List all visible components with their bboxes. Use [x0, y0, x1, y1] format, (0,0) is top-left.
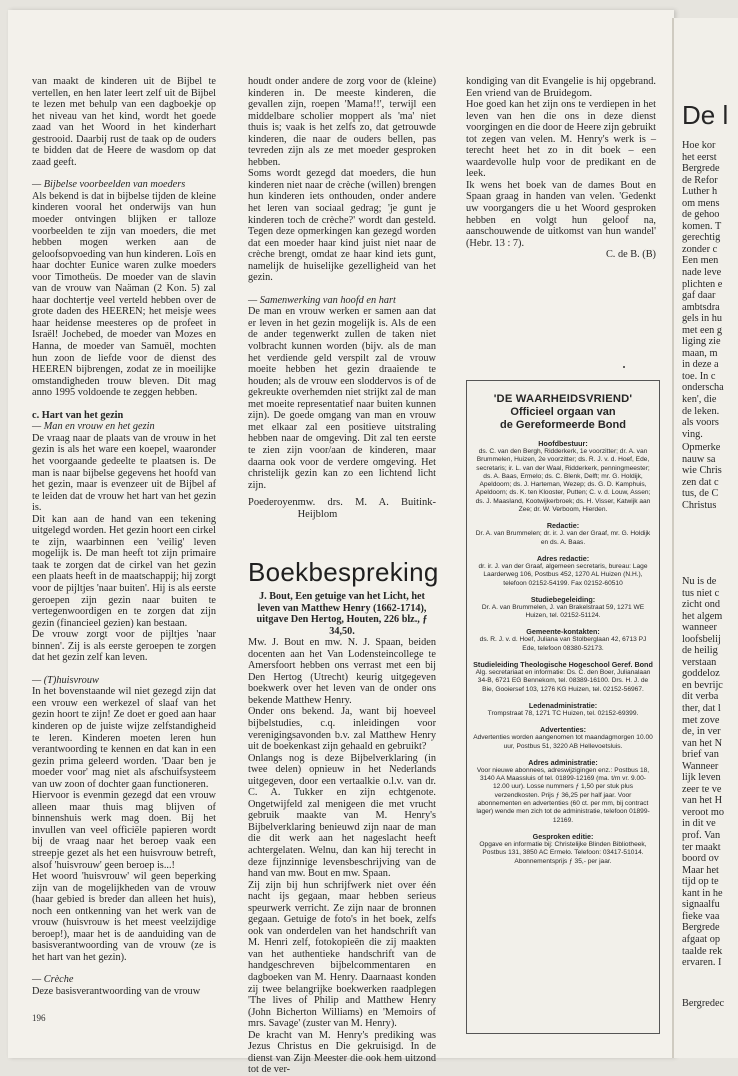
next-page-line: in dit ve [682, 818, 716, 830]
colophon-section [467, 832, 659, 866]
next-page-line: afgaat op [682, 933, 721, 945]
paragraph: Hoe goed kan het zijn ons te verdiepen in het leven van hen die ons in deze dienst voorgingen en die door de Heere zijn gebruikt tot zegen van velen. M. Henry's werk is – terecht heet het zo in dit boek – een waardevolle hulp voor de predikant en de leek. [466, 99, 656, 180]
colophon-section-text: Dr. A. van Brummelen, J. van Brakelstraat 59, 1271 WE Huizen, tel. 02152-51124. [481, 603, 645, 620]
paragraph: houdt onder andere de zorg voor de (kleine) kinderen in. De meeste kinderen, die gevallen zijn, roepen 'Mama!!', terwijl een middelbare scholier moppert als 'ma' niet thuis is; vaak is het zelfs zo, dat getrouwde kinderen, die naar de ouders bellen, pas tevreden zijn als ze met moeder gesproken hebben. [248, 76, 436, 168]
next-page-line: in deze a [682, 359, 719, 371]
next-page-line: om mens [682, 197, 720, 209]
next-page-line: wie Chris [682, 465, 722, 477]
subheading: — Bijbelse voorbeelden van moeders [32, 179, 186, 191]
colophon-section [467, 725, 659, 751]
column-middle [248, 76, 439, 1076]
colophon-subtitle-2: de Gereformeerde Bond [500, 419, 626, 431]
paragraph: De man en vrouw werken er samen aan dat er leven in het gezin mogelijk is. Als de een de ander tegenwerkt zullen de taken niet volbracht kunnen worden (bijv. als de man het verdiende geld verspilt zal de vrouw moeite hebben het gezin draaiende te houden; als de vrouw een sloddervos is of de gekreukte overhemden niet strijkt zal de man met moeite representatief naar buiten kunnen zijn). De goede omgang van man en vrouw met elkaar zal een positieve uitstraling hebben naar de omgeving. Dit zal ten eerste te zien zijn voor/aan de kinderen, maar daarna ook voor de verdere omgeving. Het christelijk gezin kan zo een lichtend licht zijn. [248, 306, 436, 491]
page-number: 196 [32, 1013, 46, 1023]
next-page-line: Nu is de [682, 576, 717, 587]
book-review-heading: Boekbespreking [248, 557, 439, 588]
colophon-section-text: Trompstraat 78, 1271 TC Huizen, tel. 02152-69399. [487, 709, 639, 717]
next-page-line: nauw sa [682, 453, 716, 465]
colophon-section [467, 439, 659, 514]
spacer [32, 168, 216, 179]
next-page-text-b [682, 442, 722, 511]
signature: C. de B. (B) [605, 249, 656, 261]
next-page-line: toe. In c [682, 370, 716, 382]
colophon-section-text: Alg. secretariaat en informatie: Ds. C. den Boer, Julianalaan 34-B, 6721 EG Bennekom, tel. 08389-16100. Drs. H. J. de Bie, Gooiersef 103, 1276 KG Huizen, tel. 02152-56967. [475, 669, 651, 693]
paragraph: van maakt de kinderen uit de Bijbel te vertellen, en hen later leert zelf uit de Bijbel te lezen met behulp van een dagboekje op het niveau van het kind, wordt het goede zaad van het Woord in het kinderhart gestrooid. Daarbij rust de taak op de ouders te bidden dat de Heere de wasdom op dat zaad geeft. [32, 76, 216, 168]
next-page-line: met zove [682, 714, 720, 726]
paragraph: De vrouw zorgt voor de pijltjes 'naar binnen'. Zij is als eerste geroepen te zorgen dat het gezin zelf kan leven. [32, 629, 216, 664]
next-page-line: Bergrede [682, 922, 720, 934]
next-page-line: ambtsdra [682, 301, 720, 313]
author-name: mw. drs. M. A. Buitink-Heijblom [297, 497, 436, 521]
next-page-line: de gehoo [682, 209, 720, 221]
next-page-line: maan, m [682, 347, 718, 359]
next-page-line: onderscha [682, 382, 724, 394]
next-page-line: de leken. [682, 405, 720, 417]
next-page-line: de, in ver [682, 726, 721, 738]
colophon-section [467, 521, 659, 547]
next-page-line: wanneer [682, 622, 717, 634]
next-page-line: van het N [682, 737, 723, 749]
subheading: — Crèche [32, 974, 74, 986]
colophon-section-head: Gesproken editie: [532, 831, 594, 841]
next-page-line: Luther h [682, 186, 718, 198]
next-page-line: het eerst [682, 151, 717, 163]
spacer [248, 284, 436, 295]
next-page-line: Wanneer [682, 760, 719, 772]
next-page-line: lijk leven [682, 772, 721, 784]
paragraph: Het woord 'huisvrouw' wil geen beperking zijn van de mogelijkheden van de vrouw (haar gebied is breder dan alleen het huis), noch een ontkenning van het werk van de vrouw (huisvrouw is het meest veelzijdige beroep!), maar het is de aanduiding van de basisverantwoording van de vrouw (ze is het hart van het gezin). [32, 871, 216, 963]
next-page-line: Een men [682, 255, 719, 267]
paragraph: Deze basisverantwoording van de vrouw [32, 986, 201, 998]
next-page-line: liging zie [682, 336, 721, 348]
colophon-section [467, 595, 659, 621]
colophon-section [467, 627, 659, 653]
colophon-section-text: Advertenties worden aangenomen tot maandagmorgen 10.00 uur, Postbus 51, 3220 AB Hellevoetsluis. [473, 734, 653, 750]
colophon-section [467, 660, 659, 694]
next-page-line: nade leve [682, 267, 722, 279]
colophon-section-text: Dr. A. van Brummelen; dr. ir. J. van der Graaf, mr. G. Holdijk en ds. A. Baas. [475, 530, 651, 546]
next-page-line: het algem [682, 610, 723, 622]
colophon-section-head: Hoofdbestuur: [538, 439, 588, 448]
next-page-line: loofsbelij [682, 633, 721, 645]
review-paragraph: De kracht van M. Henry's prediking was Jezus Christus en Die gekruisigd. In de dienst van Zijn Meester die ook hem uitzond tot de ver- [248, 1029, 436, 1076]
paragraph: Ik wens het boek van de dames Bout en Spaan graag in handen van velen. 'Gedenkt uw voorgangers die u het Woord gesproken hebben en volgt hun geloof na, aanschouwende de uitkomst van hun wandel' (Hebr. 13 : 7). [466, 179, 656, 249]
colophon-section-head: Ledenadministratie: [528, 700, 598, 710]
colophon-section-text: Voor nieuwe abonnees, adreswijzigingen enz.: Postbus 18, 3140 AA Maassluis of tel. 01899-12169 (ma. t/m vr. 9.00-12.00 uur). Losse nummers ƒ 1,50 per stuk plus verzendkosten. Prijs ƒ 36,25 per half jaar. Voor abonnementen en advertenties (60 ct. per mm, bij contract lager) wende men zich tot de administratie, telefoon 01899-12169. [476, 766, 650, 824]
colophon-subtitle-1: Officieel orgaan van [510, 406, 616, 418]
review-paragraph: Onlangs nog is deze Bijbelverklaring (in twee delen) opnieuw in het Nederlands uitgegeven, door een vertaalkie o.l.v. van dr. C. A. Tukker en zijn echtgenote. Ongetwijfeld zal menigeen die met vrucht gebruik maakte van M. Henry's Bijbelverklaring benieuwd zijn naar de man die dit werk aan het nageslacht heeft achtergelaten. Welnu, dan kan hij terecht in deze fijnzinnige levensbeschrijving van de hand van mw. Bout en mw. Spaan. [248, 752, 436, 880]
next-page-line: ervaren. I [682, 957, 722, 969]
column-right [466, 76, 656, 261]
next-page-line: tus, de C [682, 488, 719, 500]
next-page-heading: De l [682, 100, 729, 130]
next-page-line: gerechtig [682, 232, 721, 244]
next-page-line: boord ov [682, 853, 719, 865]
subheading: — (T)huisvrouw [32, 674, 99, 686]
colophon-section-head: Advertenties: [540, 725, 586, 735]
colophon-section-head: Adres redactie: [536, 553, 590, 563]
next-page-line: Bergrede [682, 163, 720, 175]
next-page-line: kant in he [682, 887, 723, 899]
paragraph: Als bekend is dat in bijbelse tijden de kleine kinderen vooral het onderwijs van hun moeder ontvingen blijken er talloze voorbeelden te zijn van moeders, die met hebben mogen werken aan de geloofsopvoeding van hun kinderen. Loïs en haar dochter Eunice waren zulke moeders voor Timotheüs. De moeder van de slavin van de vrouw van Naäman (2 Kon. 5) zal haar dochtertje veel verteld hebben over de grote daden des HEEREN; het meisje wees haar heidense meesteres op de profeet in Israël! Jochebed, de moeder van Mozes en Hanna, de moeder van Samuël, mochten hun zoon de liefde voor de dienst des HEEREN bijbrengen, zodat ze in moeilijke omstandigheden trouw bleven. Dit mag anno 1995 voldoende te zeggen hebben. [32, 190, 216, 399]
next-page-line: Maar het [682, 864, 719, 876]
colophon-section [467, 554, 659, 588]
next-page-line: de heilig [682, 645, 718, 657]
subheading: — Samenwerking van hoofd en hart [248, 294, 396, 306]
paragraph: In het bovenstaande wil niet gezegd zijn dat een vrouw een werkezel of slaaf van het gezin hoort te zijn! Ze doet er goed aan haar kinderen op de juiste wijze zelfstandigheid te leren. Kinderen moeten leren hun verantwoording te kennen en dat kan in een gezin prima geleerd worden. 'Daar ben je moeder voor' mag niet als afschuifsysteem van uw zoon of dochter gaan functioneren. [32, 686, 216, 790]
next-page-line: gaf daar [682, 290, 716, 302]
spacer [32, 399, 216, 410]
next-page-line: signaalfu [682, 899, 720, 911]
next-page-line: ving. [682, 428, 703, 440]
next-page-line: brief van [682, 749, 719, 761]
colophon-section-text: dr. ir. J. van der Graaf, algemeen secretaris, bureau: Lage Laarderweg 106, Postbus 452, 1270 AL Huizen (N.H.), telefoon 02152-54199. Fax 02152-60510 [478, 562, 648, 587]
colophon-section-head: Adres administratie: [528, 757, 598, 767]
next-page-line: goddeloz [682, 668, 720, 680]
next-page-line: verstaan [682, 656, 717, 668]
next-page-line: komen. T [682, 220, 722, 232]
next-page-text-a [682, 140, 724, 440]
spacer [32, 664, 216, 675]
colophon-sections [467, 439, 659, 866]
paragraph: Hiervoor is evenmin gezegd dat een vrouw alleen maar thuis mag blijven of binnenshuis werk mag doen. Bij het invullen van veel officiële papieren wordt bij de vraag naar het beroep vaak een streepje gezet als het een huisvrouw betreft, alsof 'huisvrouw' geen beroep is...! [32, 790, 216, 871]
review-paragraph: Mw. J. Bout en mw. N. J. Spaan, beiden docenten aan het Van Lodensteincollege te Amersfoort hebben ons verrast met een bij Den Hertog (Utrecht) keurig uitgegeven boekwerk over het leven van de onder ons bekende Matthew Henry. [248, 637, 436, 706]
next-page-line: ther, dat l [682, 703, 721, 715]
next-page-line: plichten e [682, 278, 723, 290]
colophon-section-text: Opgave en informatie bij: Christelijke Blinden Bibliotheek, Postbus 131, 3850 AC Ermelo. Telefoon: 03417-51014. Abonnementsprijs ƒ 35,- per jaar. [479, 840, 647, 865]
next-page-line: gels in hu [682, 313, 723, 325]
next-page-line: Christus [682, 499, 717, 511]
column-left [32, 76, 216, 998]
colophon-section [467, 758, 659, 825]
book-reference: J. Bout, Een getuige van het Licht, het leven van Matthew Henry (1662-1714), uitgave Den Hertog, Houten, 226 blz., ƒ 34,50. [256, 591, 428, 637]
review-paragraph: Onder ons bekend. Ja, want bij hoeveel bijbelstudies, c.q. inleidingen voor verenigingsavonden b.v. zal Matthew Henry uit de boekenkast zijn gehaald en gebruikt? [248, 706, 436, 753]
ink-speck [623, 366, 625, 368]
next-page-line: tus niet c [682, 587, 720, 599]
next-page-line: zen dat c [682, 476, 719, 488]
next-page-line: de Refor [682, 174, 718, 186]
next-page-edge [672, 18, 738, 1058]
next-page-footer: Bergredec [682, 998, 725, 1009]
next-page-line: zonder c [682, 243, 718, 255]
subheading: — Man en vrouw en het gezin [32, 421, 155, 433]
next-page-line: fieke vaa [682, 910, 720, 922]
article-author [248, 497, 436, 521]
next-page-line: zicht ond [682, 599, 721, 611]
next-page-line: Hoe kor [682, 140, 716, 151]
next-page-line: met een g [682, 324, 723, 336]
colophon-section-text: ds. R. J. v. d. Hoef, Juliana van Stolberglaan 42, 6713 PJ Ede, telefoon 08380-52173. [479, 636, 647, 652]
next-page-line: tijd op te [682, 876, 719, 888]
next-page-line: taalde rek [682, 945, 723, 957]
next-page-line: Opmerke [682, 442, 721, 453]
colophon-section-head: Studieleiding Theologische Hogeschool Geref. Bond [473, 660, 653, 670]
next-page-line: ken', die [682, 394, 717, 406]
review-paragraph: Zij zijn bij hun schrijfwerk niet over één nacht ijs gegaan, maar hebben serieus speurwerk verricht. Ze zijn naar de bronnen gegaan. Getuige de foto's in het boek, zelfs ook van onderdelen van het handschrift van M. Henri zelf, fotokopieën die zij maakten van het authentieke handschrift van de handgeschreven bijbelcommentaren en dagboeken van M. Henry. Daarnaast konden zij twee belangrijke boekwerken raadplegen 'The lives of Philip and Matthew Henry (John Bicherton Williams) en 'Memoirs of mrs. Savage' (zuster van M. Henry). [248, 879, 436, 1030]
colophon-box [466, 380, 660, 1034]
next-page-line: van het H [682, 795, 723, 807]
colophon-section-text: ds. C. van den Bergh, Ridderkerk, 1e voorzitter; dr. A. van Brummelen, Huizen, 2e voorzitter; ds. R. J. v. d. Hoef, Ede, secretaris; ir. L. van der Waal, Ridderkerk, penningmeester; ds. A. Baas, Ermelo; ds. C. Blenk, Delft; mr. G. Holdijk, Apeldoorn; ds. J. Harteman, Wezep; ds. G. D. Kamphuis, Apeldoorn; ds. K. ten Klooster, Putten; C. v. d. Louw, Assen; ds. J. Maasland, Kootwijkerbroek; ds. H. Visser, Katwijk aan Zee; dr. W. Verboom, Hierden. [475, 448, 651, 514]
colophon-title: 'DE WAARHEIDSVRIEND' [493, 393, 633, 405]
next-page-line: veroot mo [682, 806, 725, 818]
next-page-line: dit verba [682, 691, 719, 703]
spacer [32, 963, 216, 974]
magazine-page [8, 10, 674, 1076]
next-page-text-c [682, 576, 724, 969]
paragraph: kondiging van dit Evangelie is hij opgebrand. Een vriend van de Bruidegom. [466, 76, 656, 99]
next-page-line: en bevrijc [682, 679, 723, 691]
next-page-line: zeer te ve [682, 783, 722, 795]
colophon-section-head: Redactie: [546, 521, 580, 531]
colophon-section-head: Studiebegeleiding: [530, 594, 596, 604]
paragraph: Dit kan aan de hand van een tekening uitgelegd worden. Het gezin hoort een cirkel te zijn, waarbinnen een 'veilig' leven mogelijk is. De man heeft tot zijn primaire taak te zorgen dat de cirkel van het gezin een plaats heeft in de maatschappij; hij zorgt voor de pijltjes 'naar buiten'. Hij is als eerste geroepen zijn gezin naar buiten te vertegenwoordigen en te zorgen dat zijn gezin (financieel gezien) kan bestaan. [32, 513, 216, 629]
colophon-section-head: Gemeente-kontakten: [526, 627, 600, 637]
next-page-line: prof. Van [682, 830, 721, 842]
author-place: Poederoyen [248, 497, 298, 509]
section-heading: c. Hart van het gezin [32, 409, 124, 421]
paragraph: De vraag naar de plaats van de vrouw in het gezin is als het ware een koepel, waaronder het voorgaande gedeelte te plaatsen is. De man is naar bijbelse gegevens het hoofd van het gezin, maar is evenzeer uit de Bijbel af te leiden dat de vrouw het hart van het gezin is. [32, 432, 216, 514]
colophon-section [467, 701, 659, 718]
next-page-line: ter maakt [682, 841, 721, 853]
paragraph: Soms wordt gezegd dat moeders, die hun kinderen niet naar de crèche (willen) brengen hun kinderen iets onthouden, onder andere het leren van sociaal gedrag; 'je gunt je kinderen toch de crèche?' wordt dan gesteld. Tegen deze opmerkingen kan gezegd worden dat een moeder haar kind juist niet naar de crèche brengt, omdat ze haar kind iets gunt, namelijk de huiselijke gezelligheid van het gezin. [248, 168, 436, 284]
next-page-line: als voors [682, 417, 719, 429]
